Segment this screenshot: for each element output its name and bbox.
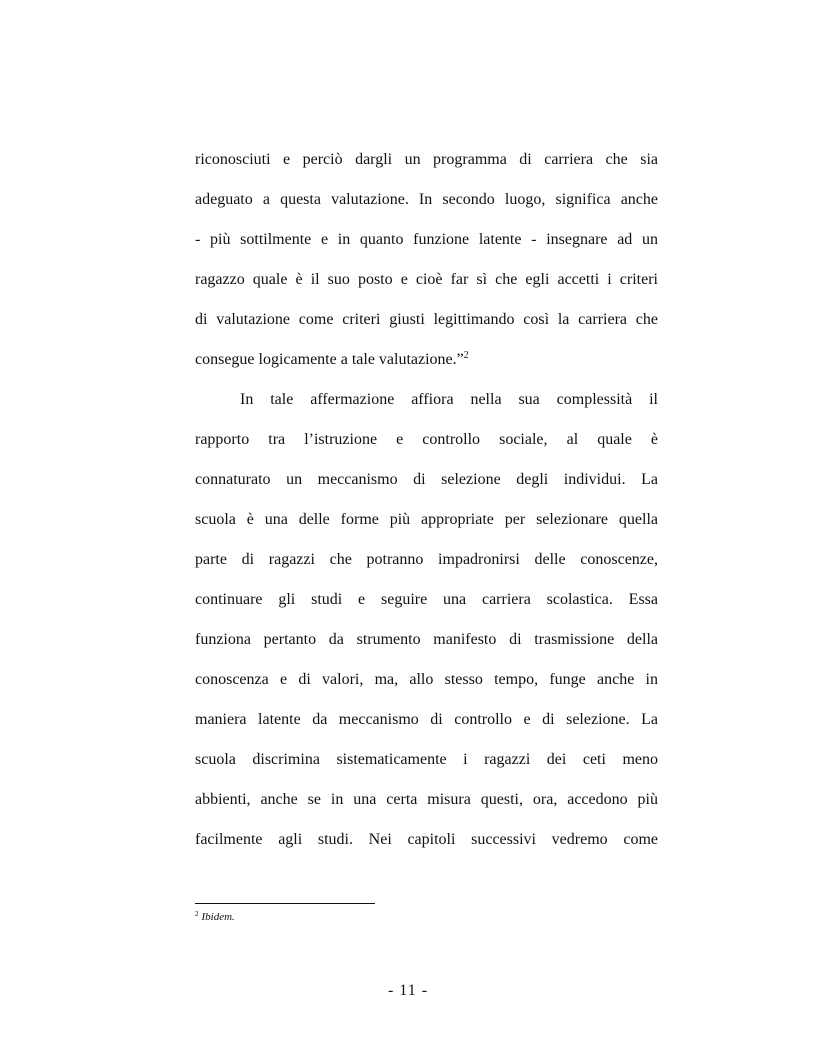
text-line: riconosciuti e perciò dargli un programma di carriera che sia — [195, 151, 658, 168]
text-line: funziona pertanto da strumento manifesto di trasmissione della — [195, 631, 658, 648]
footnote-text: Ibidem. — [201, 911, 235, 923]
text-line: continuare gli studi e seguire una carriera scolastica. Essa — [195, 591, 658, 608]
text-line: rapporto tra l’istruzione e controllo sociale, al quale è — [195, 431, 658, 448]
page-number: - 11 - — [387, 982, 429, 999]
text-line: ragazzo quale è il suo posto e cioè far sì che egli accetti i criteri — [195, 271, 658, 288]
text-line: facilmente agli studi. Nei capitoli successivi vedremo come — [195, 831, 658, 848]
text-line: conoscenza e di valori, ma, allo stesso tempo, funge anche in — [195, 671, 658, 688]
text-line: scuola è una delle forme più appropriate per selezionare quella — [195, 511, 658, 528]
text-line: adeguato a questa valutazione. In secondo luogo, significa anche — [195, 191, 658, 208]
footnote-divider — [195, 903, 375, 904]
text-line — [195, 340, 658, 380]
text-line: parte di ragazzi che potranno impadronirsi delle conoscenze, — [195, 551, 658, 568]
text-line: scuola discrimina sistematicamente i ragazzi dei ceti meno — [195, 751, 658, 768]
footnote-number: 2 — [195, 910, 199, 918]
text-line: di valutazione come criteri giusti legittimando così la carriera che — [195, 311, 658, 328]
text-line: abbienti, anche se in una certa misura questi, ora, accedono più — [195, 791, 658, 808]
text-line: In tale affermazione affiora nella sua complessità il — [240, 391, 658, 408]
footnote — [195, 910, 235, 924]
text-line: maniera latente da meccanismo di controllo e di selezione. La — [195, 711, 658, 728]
body-text — [195, 140, 658, 860]
text-line: - più sottilmente e in quanto funzione latente - insegnare ad un — [195, 231, 658, 248]
text-line: connaturato un meccanismo di selezione degli individui. La — [195, 471, 658, 488]
text-line-content: consegue logicamente a tale valutazione.” — [195, 351, 464, 368]
footnote-reference: 2 — [463, 350, 469, 361]
